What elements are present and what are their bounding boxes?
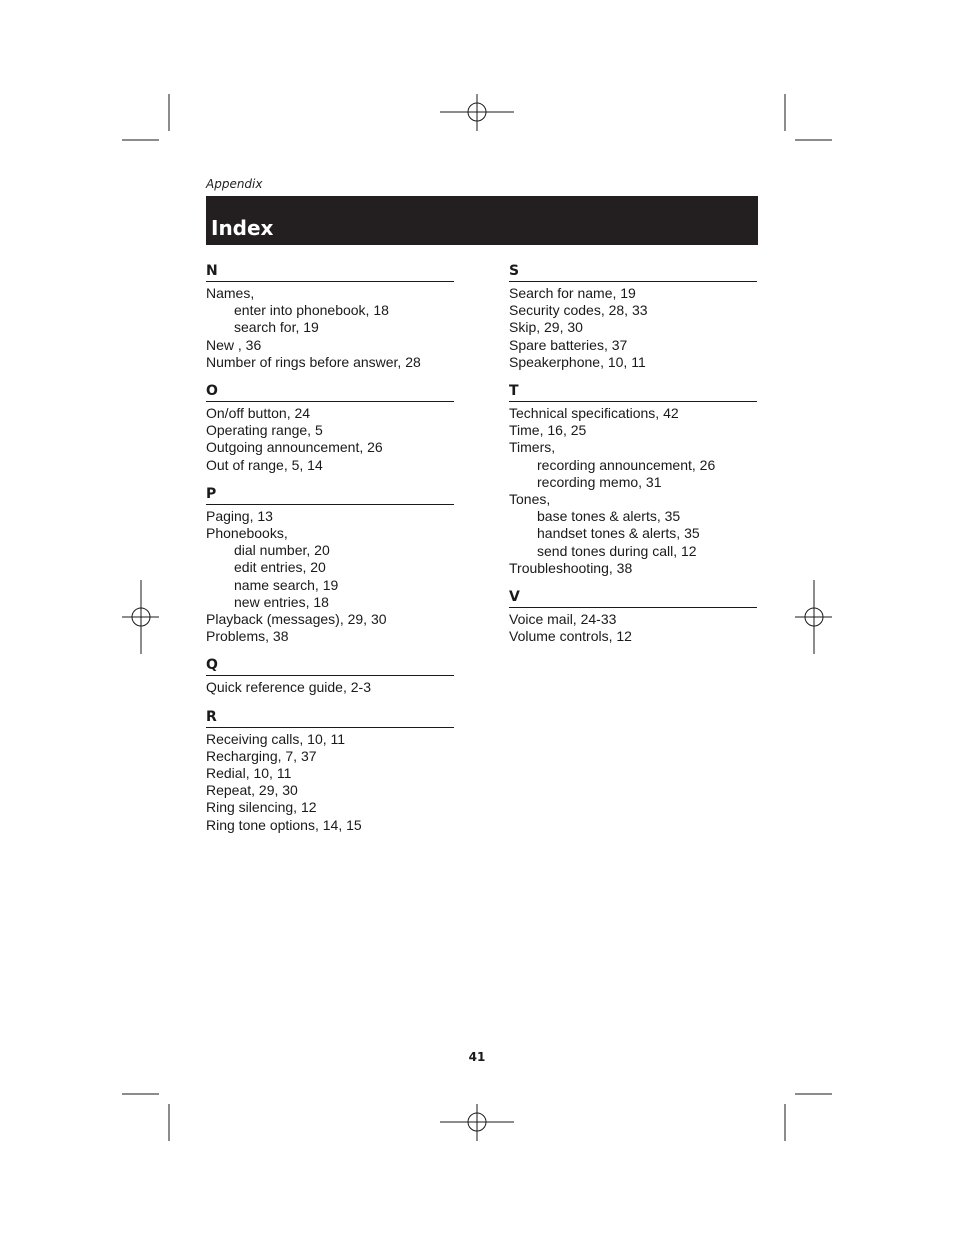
index-entry: Redial, 10, 11 xyxy=(206,765,292,782)
index-entry: Troubleshooting, 38 xyxy=(509,559,633,576)
index-subentry: recording memo, 31 xyxy=(537,473,662,490)
index-entry: Time, 16, 25 xyxy=(509,422,587,439)
index-subentry: enter into phonebook, 18 xyxy=(234,302,389,319)
index-entry: Quick reference guide, 2-3 xyxy=(206,679,371,696)
letter-group-v xyxy=(509,589,757,645)
letter-heading: P xyxy=(206,486,454,505)
index-entry: Number of rings before answer, 28 xyxy=(206,353,421,370)
letter-group-o xyxy=(206,383,454,474)
index-subentry: base tones & alerts, 35 xyxy=(537,508,681,525)
letter-group-t xyxy=(509,383,757,577)
index-entry: Receiving calls, 10, 11 xyxy=(206,730,346,747)
index-entry: Ring tone options, 14, 15 xyxy=(206,816,362,833)
letter-group-p xyxy=(206,486,454,646)
index-entry: Paging, 13 xyxy=(206,507,273,524)
index-subentry: edit entries, 20 xyxy=(234,559,326,576)
index-entry: Search for name, 19 xyxy=(509,285,636,301)
index-entry: Security codes, 28, 33 xyxy=(509,302,648,319)
index-entry: Operating range, 5 xyxy=(206,422,323,439)
letter-heading: Q xyxy=(206,657,454,676)
index-entry: Outgoing announcement, 26 xyxy=(206,439,383,456)
index-subentry: dial number, 20 xyxy=(234,542,330,559)
index-entry: Tones, xyxy=(509,491,551,508)
index-entry: Recharging, 7, 37 xyxy=(206,747,317,764)
index-subentry: new entries, 18 xyxy=(234,593,329,610)
index-subentry: recording announcement, 26 xyxy=(537,456,716,473)
index-entry: Playback (messages), 29, 30 xyxy=(206,611,387,628)
index-entry: Skip, 29, 30 xyxy=(509,319,583,336)
index-subentry: name search, 19 xyxy=(234,576,339,593)
index-entry: Ring silencing, 12 xyxy=(206,799,317,816)
page-title: Index xyxy=(211,216,274,240)
page-number: 41 xyxy=(468,1050,486,1064)
letter-group-r xyxy=(206,709,454,834)
letter-heading: N xyxy=(206,263,454,282)
letter-heading: T xyxy=(509,383,757,402)
index-column-right xyxy=(509,263,757,657)
index-entry: Repeat, 29, 30 xyxy=(206,782,298,799)
title-bar xyxy=(206,196,758,245)
letter-heading: R xyxy=(206,709,454,728)
index-entry: Phonebooks, xyxy=(206,525,288,542)
letter-group-s xyxy=(509,263,757,371)
index-subentry: search for, 19 xyxy=(234,319,319,336)
index-entry: Speakerphone, 10, 11 xyxy=(509,353,646,370)
index-entry: Technical specifications, 42 xyxy=(509,405,679,422)
index-entry: Names, xyxy=(206,285,255,301)
index-entry: On/off button, 24 xyxy=(206,405,311,422)
letter-heading: O xyxy=(206,383,454,402)
letter-heading: S xyxy=(509,263,757,282)
index-entry: Spare batteries, 37 xyxy=(509,336,628,353)
index-column-left xyxy=(206,263,454,846)
letter-group-n xyxy=(206,263,454,371)
section-label: Appendix xyxy=(206,177,263,191)
index-entry: Timers, xyxy=(509,439,556,456)
index-entry: Voice mail, 24-33 xyxy=(509,611,617,628)
index-entry: Problems, 38 xyxy=(206,628,289,645)
index-entry: Volume controls, 12 xyxy=(509,628,632,645)
letter-heading: V xyxy=(509,589,757,608)
index-entry: New , 36 xyxy=(206,336,262,353)
index-entry: Out of range, 5, 14 xyxy=(206,456,323,473)
letter-group-q xyxy=(206,657,454,696)
index-subentry: handset tones & alerts, 35 xyxy=(537,525,700,542)
index-subentry: send tones during call, 12 xyxy=(537,542,697,559)
